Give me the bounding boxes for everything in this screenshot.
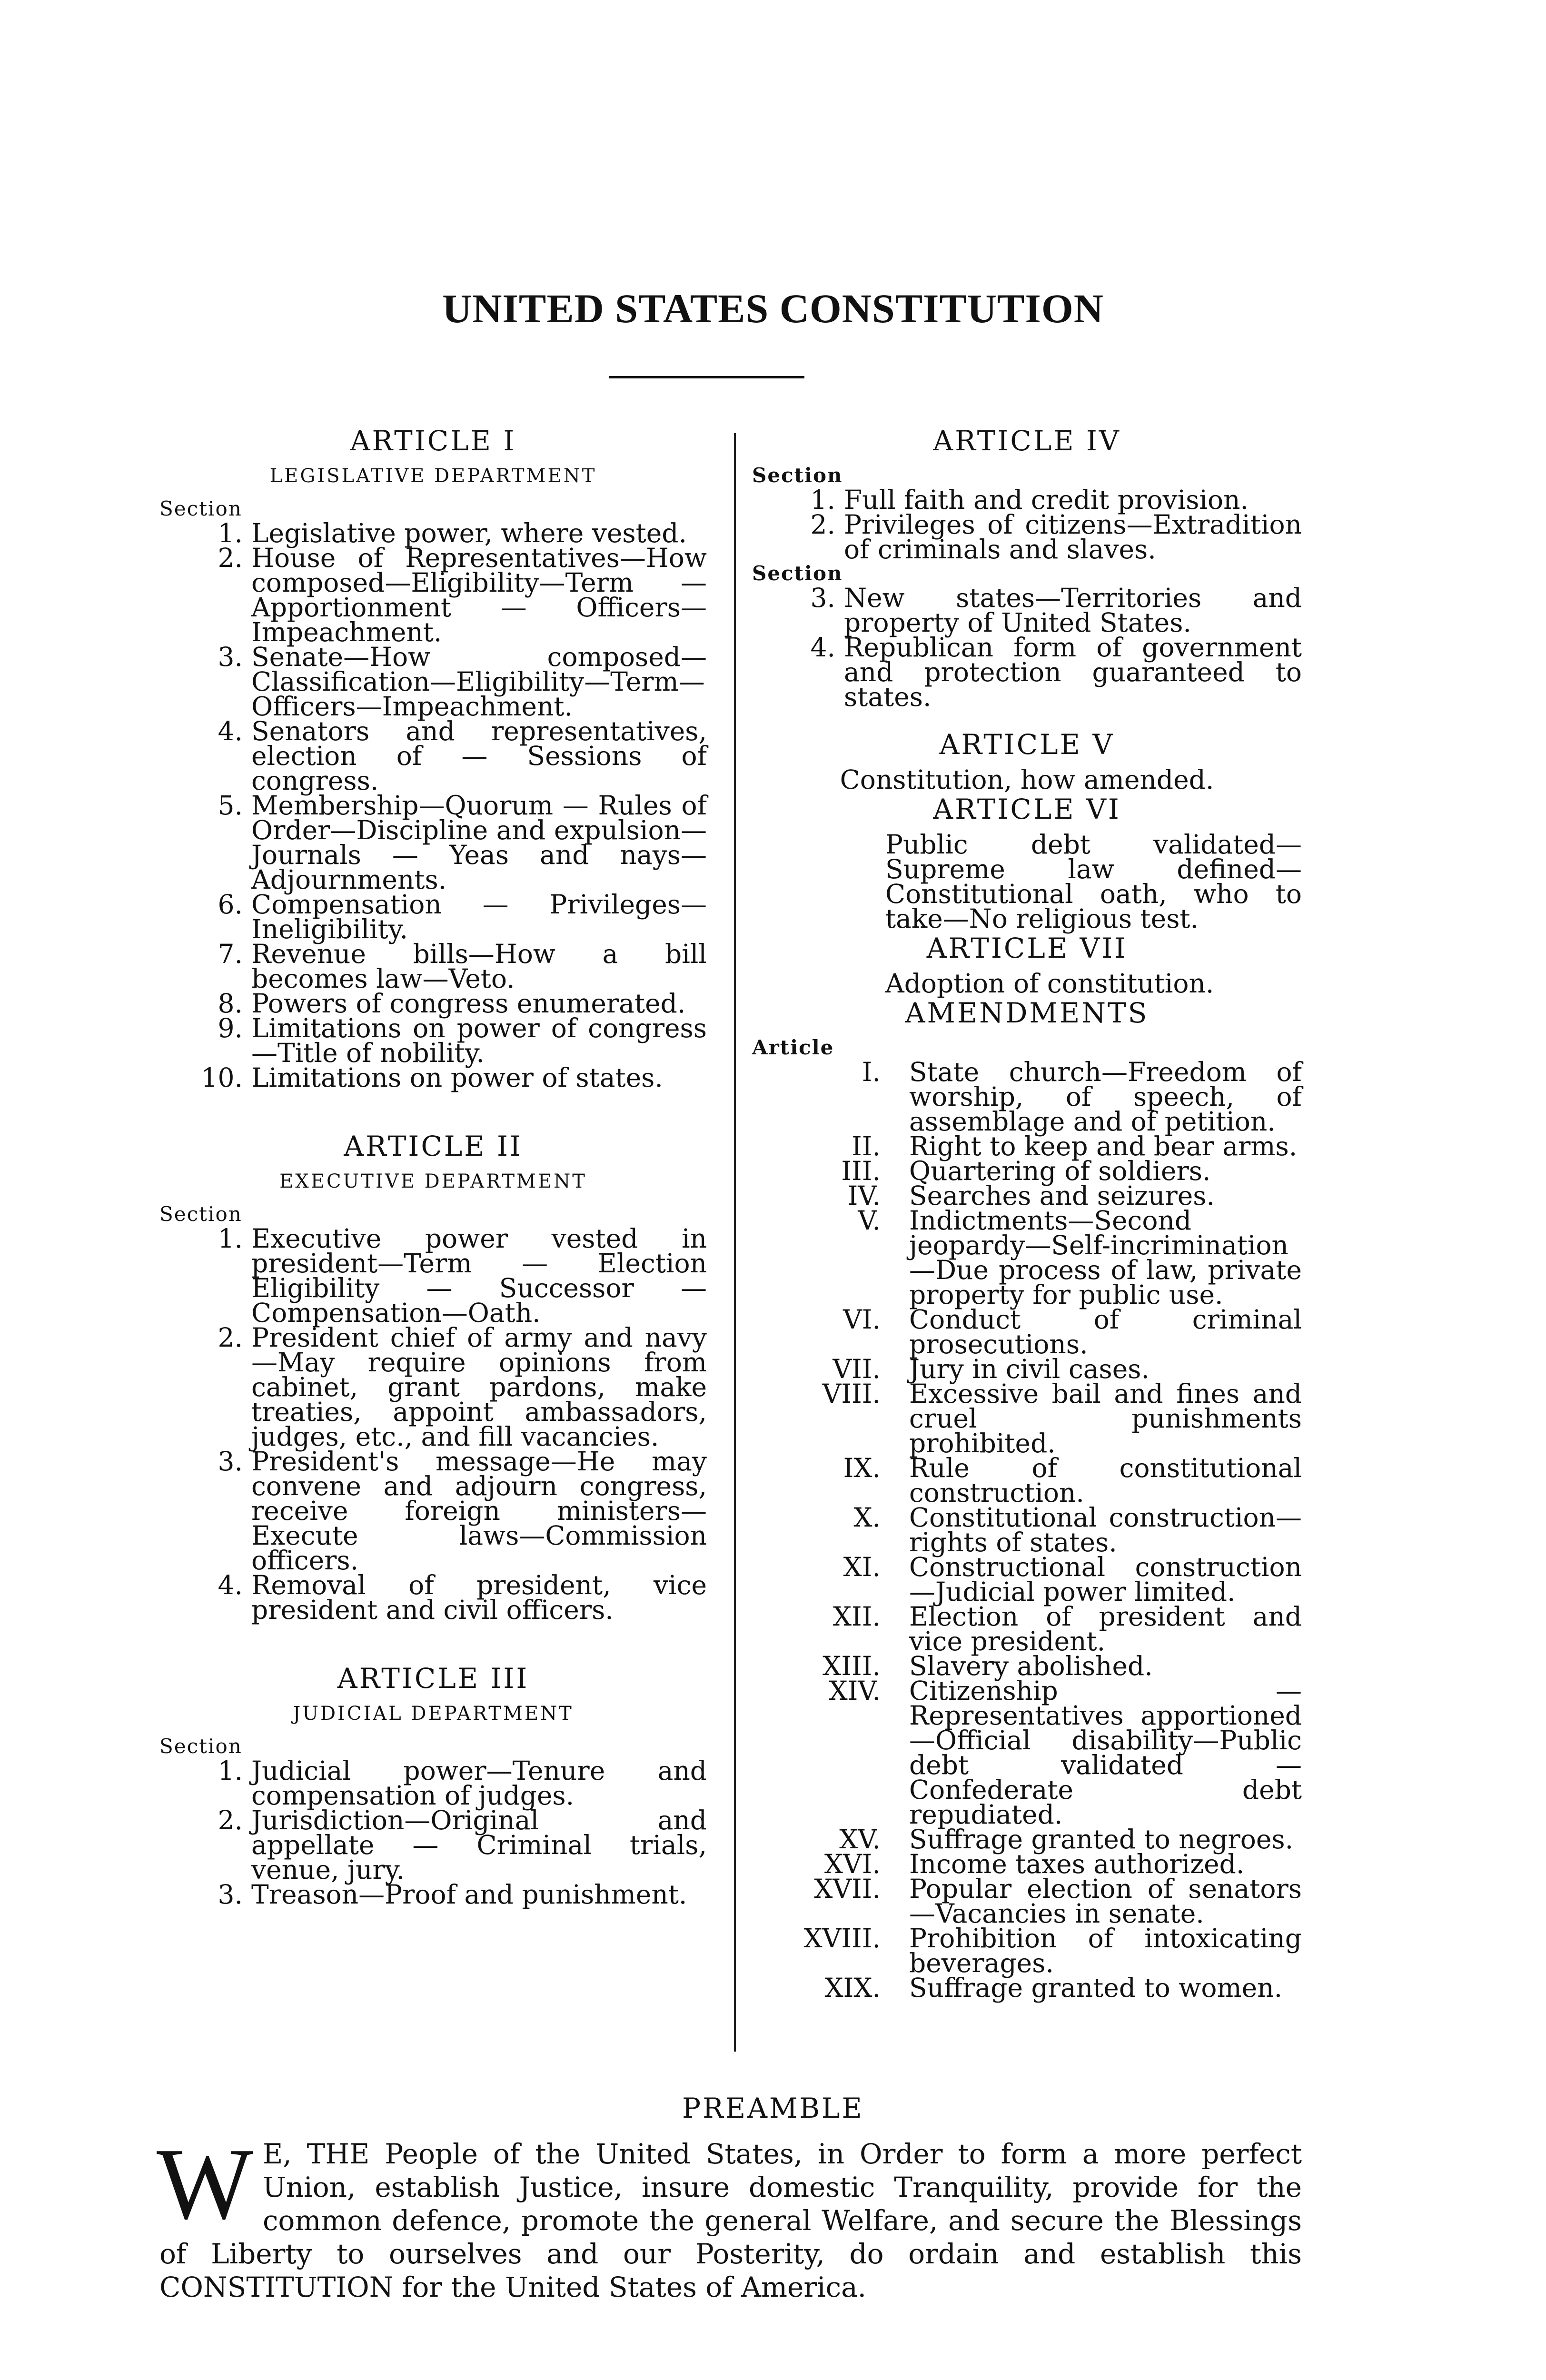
amendment-number: I. (862, 1057, 881, 1087)
article-heading: ARTICLE V (939, 728, 1115, 761)
department-label: EXECUTIVE DEPARTMENT (279, 1170, 587, 1192)
amendment-number: XVII. (814, 1874, 881, 1904)
amendment-text: Slavery abolished. (909, 1651, 1153, 1681)
amendment-item (752, 1131, 1302, 1161)
amendment-text: Excessive bail and fines and cruel punishments prohibited. (909, 1378, 1302, 1458)
section-number: 1. (218, 518, 243, 548)
section-item (159, 1805, 707, 1885)
amendment-text: Citizenship — Representatives apportioned—Official disability—Public debt validated — Confederate debt repudiated. (909, 1676, 1302, 1830)
section-number: 1. (810, 485, 835, 515)
amendment-number: XVIII. (803, 1923, 881, 1954)
section-number: 1. (218, 1755, 243, 1786)
section-item (159, 1879, 707, 1910)
amendment-number: VI. (843, 1304, 881, 1335)
article-heading: ARTICLE VII (926, 932, 1128, 964)
section-label: Section (159, 1735, 242, 1758)
amendment-item (752, 1378, 1302, 1458)
amendment-text: Quartering of soldiers. (909, 1156, 1211, 1186)
amendment-text: Constitutional construction—rights of states. (909, 1502, 1302, 1557)
section-item (752, 509, 1302, 565)
article-4 (752, 425, 1302, 712)
amendment-item (752, 1923, 1302, 1978)
section-text: Senators and representatives, election of — Sessions of congress. (251, 716, 707, 796)
section-item (752, 583, 1302, 638)
amendment-item (752, 1824, 1302, 1854)
amendment-text: Jury in civil cases. (909, 1354, 1150, 1384)
amendment-number: II. (852, 1131, 881, 1161)
section-text: House of Representatives—How composed—Eligibility—Term — Apportionment — Officers—Impeachment. (251, 543, 707, 647)
article-summary: Public debt validated—Supreme law defined—Constitutional oath, who to take—No religious test. (885, 829, 1302, 934)
department-label: JUDICIAL DEPARTMENT (293, 1703, 574, 1725)
section-text: Executive power vested in president—Term — Election Eligibility — Successor — Compensation—Oath. (251, 1223, 707, 1328)
column-divider (734, 433, 736, 2052)
amendment-item (752, 1156, 1302, 1186)
amendment-text: Right to keep and bear arms. (909, 1131, 1298, 1161)
department-label: LEGISLATIVE DEPARTMENT (269, 465, 597, 487)
amendment-item (752, 1180, 1302, 1211)
section-item (752, 632, 1302, 712)
section-item (159, 545, 707, 645)
amendment-text: Popular election of senators—Vacancies in senate. (909, 1874, 1302, 1929)
amendment-number: XV. (839, 1824, 881, 1854)
amendment-number: VII. (832, 1354, 881, 1384)
section-label: Section (159, 497, 242, 520)
amendment-text: State church—Freedom of worship, of speech, of assemblage and of petition. (909, 1057, 1302, 1137)
amendment-number: XVI. (824, 1849, 881, 1879)
amendment-number: XIV. (829, 1676, 881, 1706)
section-number: 10. (201, 1062, 243, 1093)
amendments (752, 997, 1302, 2003)
amendment-item (752, 1502, 1302, 1557)
amendment-text: Searches and seizures. (909, 1180, 1215, 1211)
section-text: New states—Territories and property of United States. (844, 583, 1302, 638)
section-number: 4. (218, 1570, 243, 1600)
amendment-item (752, 1973, 1302, 2003)
amendment-number: IX. (843, 1453, 881, 1483)
amendment-text: Election of president and vice president. (909, 1601, 1302, 1656)
amendment-item (752, 1849, 1302, 1879)
section-text: Jurisdiction—Original and appellate — Criminal trials, venue, jury. (251, 1805, 707, 1885)
title-rule (609, 376, 804, 378)
amendment-number: III. (841, 1156, 881, 1186)
section-item (159, 518, 707, 548)
amendment-number: XI. (843, 1552, 881, 1582)
amendment-item (752, 1205, 1302, 1310)
section-text: Powers of congress enumerated. (251, 988, 686, 1019)
left-column (159, 425, 707, 1910)
article-summary: Adoption of constitution. (885, 968, 1214, 999)
amendment-number: XIX. (824, 1973, 881, 2003)
section-text: Limitations on power of congress—Title of nobility. (251, 1013, 707, 1068)
preamble-text-block (157, 2127, 1302, 2304)
section-item (159, 1570, 707, 1625)
section-text: President chief of army and navy—May require opinions from cabinet, grant pardons, make treaties, appoint ambassadors, judges, etc., and fill vacancies. (251, 1322, 707, 1452)
amendment-item (752, 1651, 1302, 1681)
section-text: Membership—Quorum — Rules of Order—Discipline and expulsion—Journals — Yeas and nays—Adjournments. (251, 790, 707, 895)
amendment-text: Suffrage granted to women. (909, 1973, 1283, 2003)
amendment-text: Suffrage granted to negroes. (909, 1824, 1294, 1854)
article-heading: ARTICLE IV (933, 425, 1121, 457)
page-title: UNITED STATES CONSTITUTION (442, 286, 1104, 331)
amendment-item (752, 1453, 1302, 1508)
section-text: Senate—How composed—Classification—Eligibility—Term—Officers—Impeachment. (251, 642, 707, 722)
section-number: 1. (218, 1223, 243, 1254)
section-number: 2. (810, 509, 835, 540)
article-2 (159, 1130, 707, 1625)
section-number: 4. (810, 632, 835, 663)
section-text: Compensation — Privileges—Ineligibility. (251, 889, 707, 944)
section-number: 3. (218, 1446, 243, 1477)
amendment-text: Income taxes authorized. (909, 1849, 1245, 1879)
article-1 (159, 425, 707, 1093)
amendment-number: X. (853, 1502, 881, 1533)
section-item (159, 790, 707, 895)
section-item (159, 1062, 707, 1093)
amendment-item (752, 1601, 1302, 1656)
amendment-item (752, 1874, 1302, 1929)
amendment-number: VIII. (822, 1378, 881, 1409)
section-number: 2. (218, 1805, 243, 1835)
article-heading: ARTICLE II (344, 1130, 523, 1162)
section-number: 4. (218, 716, 243, 746)
section-number: 9. (218, 1013, 243, 1043)
section-item (159, 1755, 707, 1811)
amendment-item (752, 1676, 1302, 1830)
section-text: Limitations on power of states. (251, 1062, 663, 1093)
amendment-number: XII. (832, 1601, 881, 1632)
section-text: President's message—He may convene and adjourn congress, receive foreign ministers—Execute laws—Commission officers. (251, 1446, 707, 1576)
amendments-heading: AMENDMENTS (905, 997, 1149, 1029)
amendment-item (752, 1057, 1302, 1137)
amendment-text: Constructional construction—Judicial power limited. (909, 1552, 1302, 1607)
amendment-item (752, 1304, 1302, 1359)
section-item (159, 889, 707, 944)
drop-cap: W (157, 2127, 253, 2241)
section-item (159, 1322, 707, 1452)
section-text: Privileges of citizens—Extradition of criminals and slaves. (844, 509, 1302, 565)
article-5 (752, 728, 1302, 795)
section-text: Republican form of government and protection guaranteed to states. (844, 632, 1302, 712)
amendment-text: Indictments—Second jeopardy—Self-incrimination—Due process of law, private property for public use. (909, 1205, 1302, 1310)
article-3 (159, 1662, 707, 1910)
amendment-text: Rule of constitutional construction. (909, 1453, 1302, 1508)
article-7 (752, 932, 1302, 999)
section-text: Removal of president, vice president and civil officers. (251, 1570, 707, 1625)
section-item (159, 716, 707, 796)
article-heading: ARTICLE III (337, 1662, 529, 1695)
section-number: 2. (218, 1322, 243, 1353)
section-number: 7. (218, 939, 243, 969)
section-item (159, 642, 707, 722)
section-item (159, 1013, 707, 1068)
section-number: 2. (218, 543, 243, 573)
section-label: Section (752, 562, 843, 585)
section-number: 8. (218, 988, 243, 1019)
article-label: Article (752, 1036, 834, 1059)
section-number: 6. (218, 889, 243, 920)
section-item (159, 988, 707, 1019)
amendment-number: V. (858, 1205, 881, 1236)
article-6 (752, 793, 1302, 934)
article-heading: ARTICLE VI (933, 793, 1121, 825)
article-heading: ARTICLE I (350, 425, 516, 457)
amendment-number: IV. (847, 1180, 881, 1211)
preamble-heading: PREAMBLE (682, 2092, 864, 2124)
amendment-item (752, 1354, 1302, 1384)
amendment-number: XIII. (823, 1651, 881, 1681)
right-column (752, 425, 1302, 2003)
section-text: Judicial power—Tenure and compensation of judges. (251, 1755, 707, 1811)
section-text: Full faith and credit provision. (844, 485, 1249, 515)
section-item (159, 1223, 707, 1328)
preamble-text: E, THE People of the United States, in Order to form a more perfect Union, establish Justice, insure domestic Tranquility, provide for the common defence, promote the general Welfare, and secure the Blessings of Liberty to ourselves and our Posterity, do ordain and establish this CONSTITUTION for the United States of America. (159, 2138, 1302, 2303)
article-summary: Constitution, how amended. (840, 764, 1214, 795)
section-text: Revenue bills—How a bill becomes law—Veto. (251, 939, 707, 994)
section-text: Treason—Proof and punishment. (251, 1879, 687, 1910)
section-item (159, 1446, 707, 1576)
section-number: 5. (218, 790, 243, 821)
amendment-item (752, 1552, 1302, 1607)
section-label: Section (159, 1202, 242, 1226)
section-item (752, 485, 1302, 515)
section-item (159, 939, 707, 994)
section-number: 3. (218, 1879, 243, 1910)
section-number: 3. (810, 583, 835, 613)
amendment-text: Prohibition of intoxicating beverages. (909, 1923, 1302, 1978)
section-text: Legislative power, where vested. (251, 518, 687, 548)
amendment-text: Conduct of criminal prosecutions. (909, 1304, 1302, 1359)
section-number: 3. (218, 642, 243, 672)
section-label: Section (752, 464, 843, 487)
